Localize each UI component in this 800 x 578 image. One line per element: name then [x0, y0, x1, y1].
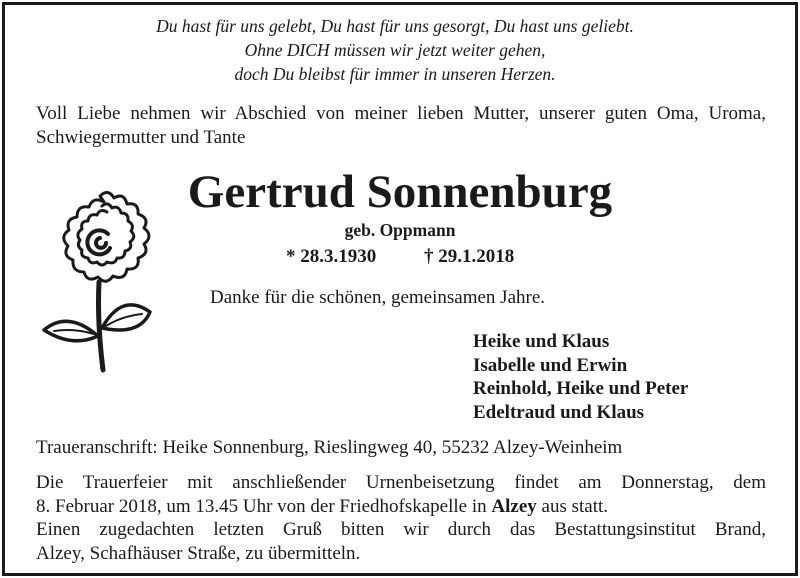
family-member: Heike und Klaus: [473, 331, 610, 352]
birth-date: * 28.3.1930: [286, 246, 377, 267]
poem-line: doch Du bleibst für immer in unseren Herzen.: [234, 64, 556, 84]
intro-text: Voll Liebe nehmen wir Abschied von meiner lieben Mutter, unserer guten Oma, Uroma, Schwiegermutter und Tante: [36, 103, 766, 148]
ceremony-text: aus statt.: [536, 495, 609, 517]
ceremony-line: Einen zugedachten letzten Gruß bitten wir durch das Bestattungsinstitut Brand,: [36, 519, 766, 540]
ceremony-line: Die Trauerfeier mit anschließender Urnenbeisetzung findet am Donnerstag, dem: [36, 472, 766, 493]
death-date: † 29.1.2018: [424, 246, 515, 267]
ceremony-text: 8. Februar 2018, um 13.45 Uhr von der Friedhofskapelle in: [36, 495, 492, 517]
ceremony-info: [36, 471, 766, 565]
deceased-name: Gertrud Sonnenburg: [187, 166, 613, 218]
family-member: Isabelle und Erwin: [473, 354, 628, 376]
family-member: Reinhold, Heike und Peter: [473, 378, 689, 399]
poem-line: Ohne DICH müssen wir jetzt weiter gehen,: [244, 40, 546, 60]
sunflower-icon: [36, 186, 166, 376]
ceremony-line: [36, 495, 766, 519]
family-member: Edeltraud und Klaus: [473, 401, 645, 423]
ceremony-line: Alzey, Schafhäuser Straße, zu übermitteln.: [36, 542, 361, 564]
mourning-address: Traueranschrift: Heike Sonnenburg, Rieslingweg 40, 55232 Alzey-Weinheim: [36, 437, 623, 458]
poem-line: Du hast für uns gelebt, Du hast für uns gesorgt, Du hast uns geliebt.: [156, 16, 634, 36]
thanks-line: Danke für die schönen, gemeinsamen Jahre.: [210, 287, 546, 308]
maiden-name: geb. Oppmann: [344, 220, 456, 240]
ceremony-place: Alzey: [491, 495, 537, 517]
poem: [0, 14, 790, 86]
family-list: [473, 330, 688, 424]
